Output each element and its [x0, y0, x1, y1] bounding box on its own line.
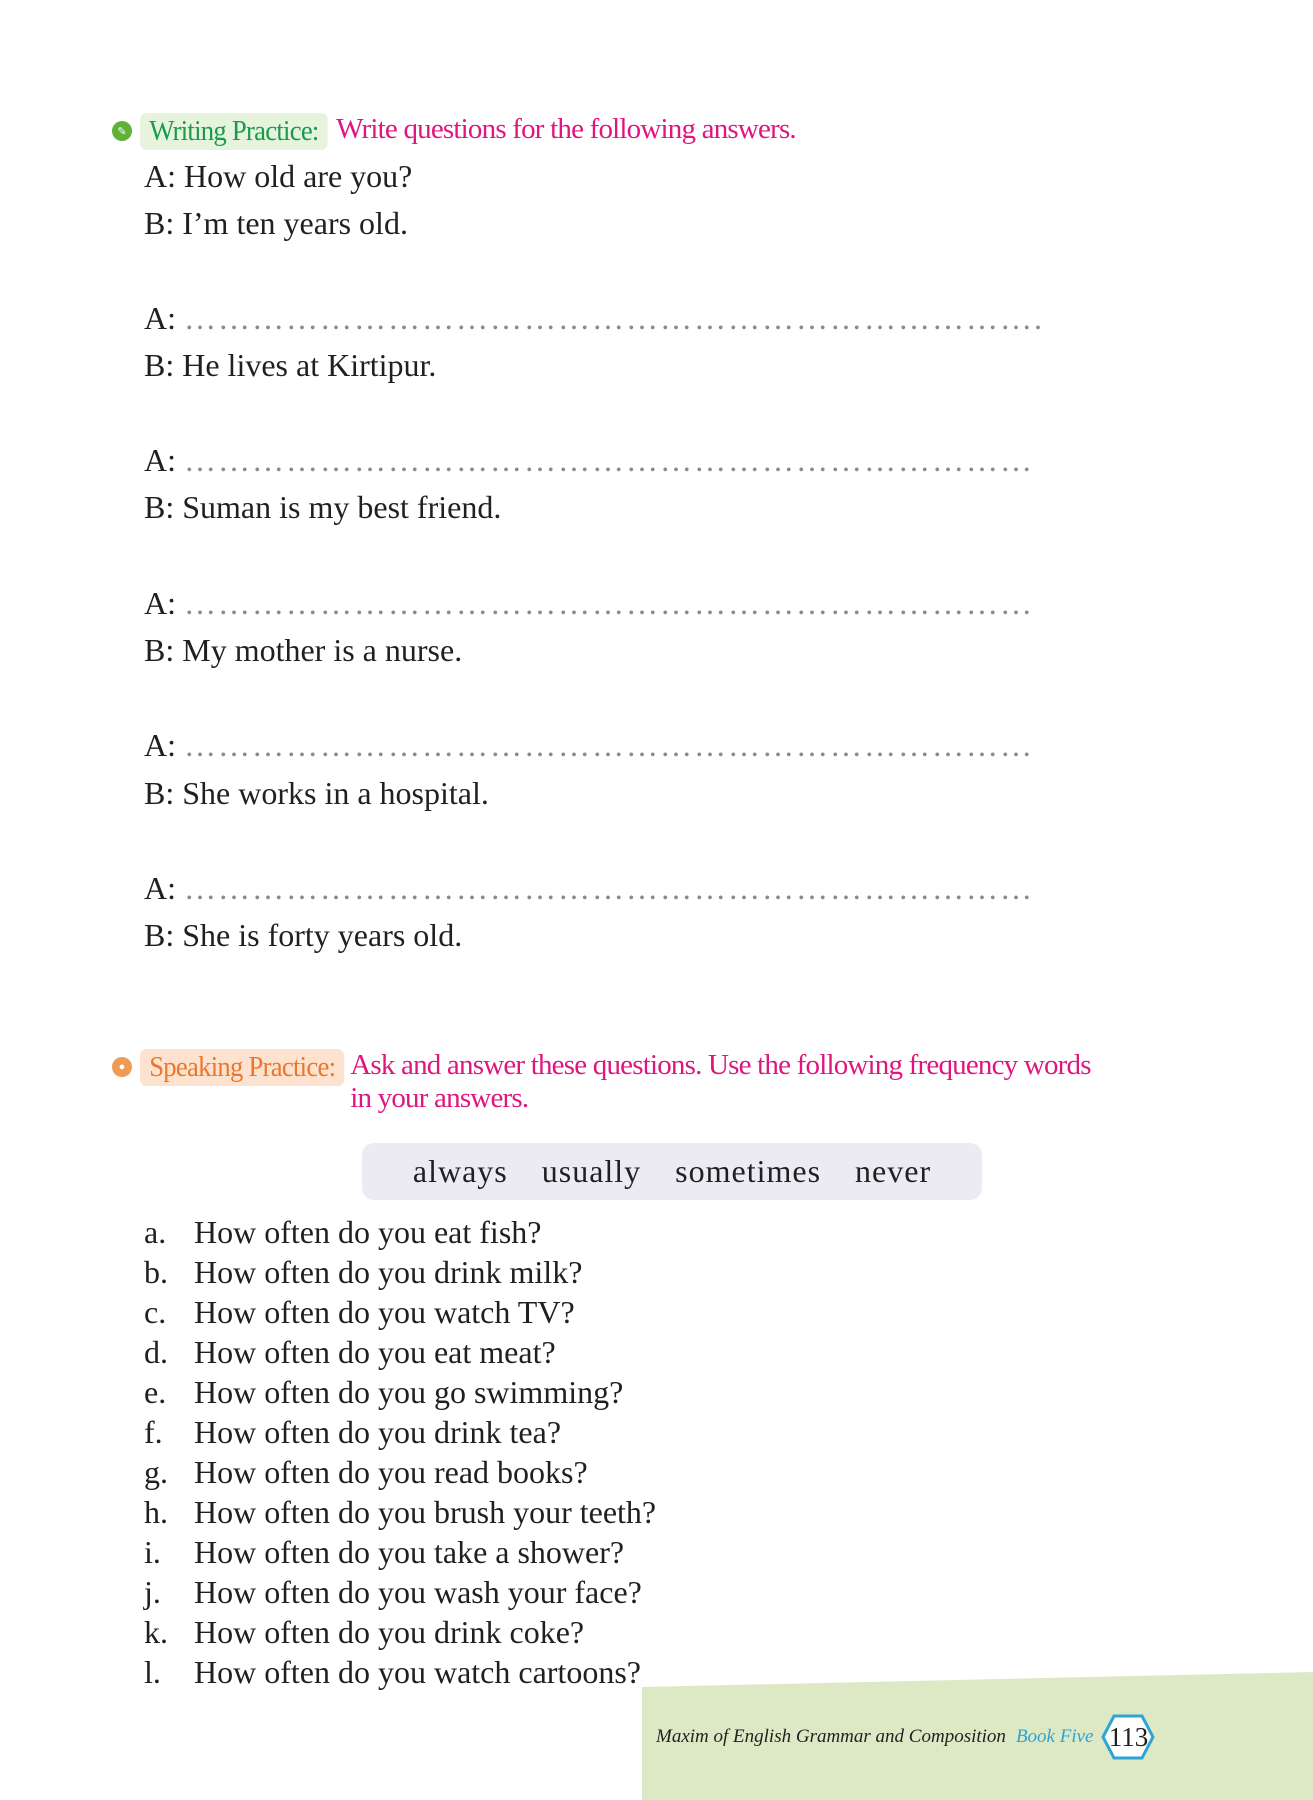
blank-question-2[interactable] [144, 442, 1034, 479]
answer-1: B: He lives at Kirtipur. [144, 347, 437, 383]
question-item: l. How often do you watch cartoons? [144, 1654, 641, 1690]
frequency-word: always [412, 1153, 508, 1189]
example-question: A: How old are you? [144, 158, 413, 194]
writing-practice-header [112, 113, 796, 150]
footer [656, 1714, 1155, 1760]
a-label: A: [144, 870, 176, 906]
instruction-line-2: in your answers. [350, 1082, 529, 1114]
answer-5: B: She is forty years old. [144, 917, 463, 953]
answer-3: B: My mother is a nurse. [144, 632, 463, 668]
question-item: c. How often do you watch TV? [144, 1294, 575, 1330]
blank-question-4[interactable] [144, 727, 1034, 764]
blank-question-1[interactable] [144, 300, 1044, 337]
question-item: f. How often do you drink tea? [144, 1414, 562, 1450]
pencil-icon: ✎ [112, 121, 132, 141]
a-label: A: [144, 585, 176, 621]
answer-2: B: Suman is my best friend. [144, 489, 502, 525]
example-answer: B: I’m ten years old. [144, 205, 408, 241]
book-title: Maxim of English Grammar and Composition [656, 1726, 1006, 1747]
writing-instruction: Write questions for the following answers. [336, 113, 796, 145]
page-number: 113 [1108, 1721, 1149, 1752]
a-label: A: [144, 727, 176, 763]
page-number-badge [1101, 1714, 1155, 1760]
answer-blank[interactable]: ………………………………………………………………… [184, 585, 1034, 621]
blank-question-5[interactable] [144, 870, 1034, 907]
question-item: g. How often do you read books? [144, 1454, 588, 1490]
frequency-word: never [855, 1153, 932, 1189]
answer-blank[interactable]: …………………………………………………………………. [184, 300, 1044, 336]
answer-4: B: She works in a hospital. [144, 775, 489, 811]
answer-blank[interactable]: ………………………………………………………………… [184, 870, 1034, 906]
question-item: i. How often do you take a shower? [144, 1534, 625, 1570]
answer-blank[interactable]: ………………………………………………………………… [184, 727, 1034, 763]
question-item: k. How often do you drink coke? [144, 1614, 585, 1650]
question-item: a. How often do you eat fish? [144, 1214, 542, 1250]
writing-practice-tag: Writing Practice: [140, 113, 328, 150]
question-item: h. How often do you brush your teeth? [144, 1494, 657, 1530]
a-label: A: [144, 442, 176, 478]
question-item: b. How often do you drink milk? [144, 1254, 583, 1290]
frequency-word: sometimes [675, 1153, 822, 1189]
question-item: j. How often do you wash your face? [144, 1574, 642, 1610]
frequency-words-box [362, 1143, 982, 1200]
answer-blank[interactable]: ………………………………………………………………… [184, 442, 1034, 478]
question-item: e. How often do you go swimming? [144, 1374, 624, 1410]
speaking-instruction [350, 1049, 1091, 1115]
speech-bubble-icon: ● [112, 1057, 132, 1077]
book-level: Book Five [1015, 1726, 1094, 1747]
question-item: d. How often do you eat meat? [144, 1334, 556, 1370]
speaking-practice-tag: Speaking Practice: [140, 1049, 344, 1086]
a-label: A: [144, 300, 176, 336]
frequency-word: usually [541, 1153, 642, 1189]
speaking-practice-header [112, 1049, 1091, 1115]
blank-question-3[interactable] [144, 585, 1034, 622]
instruction-line-1: Ask and answer these questions. Use the following frequency words [350, 1049, 1091, 1081]
question-list [144, 1212, 656, 1692]
